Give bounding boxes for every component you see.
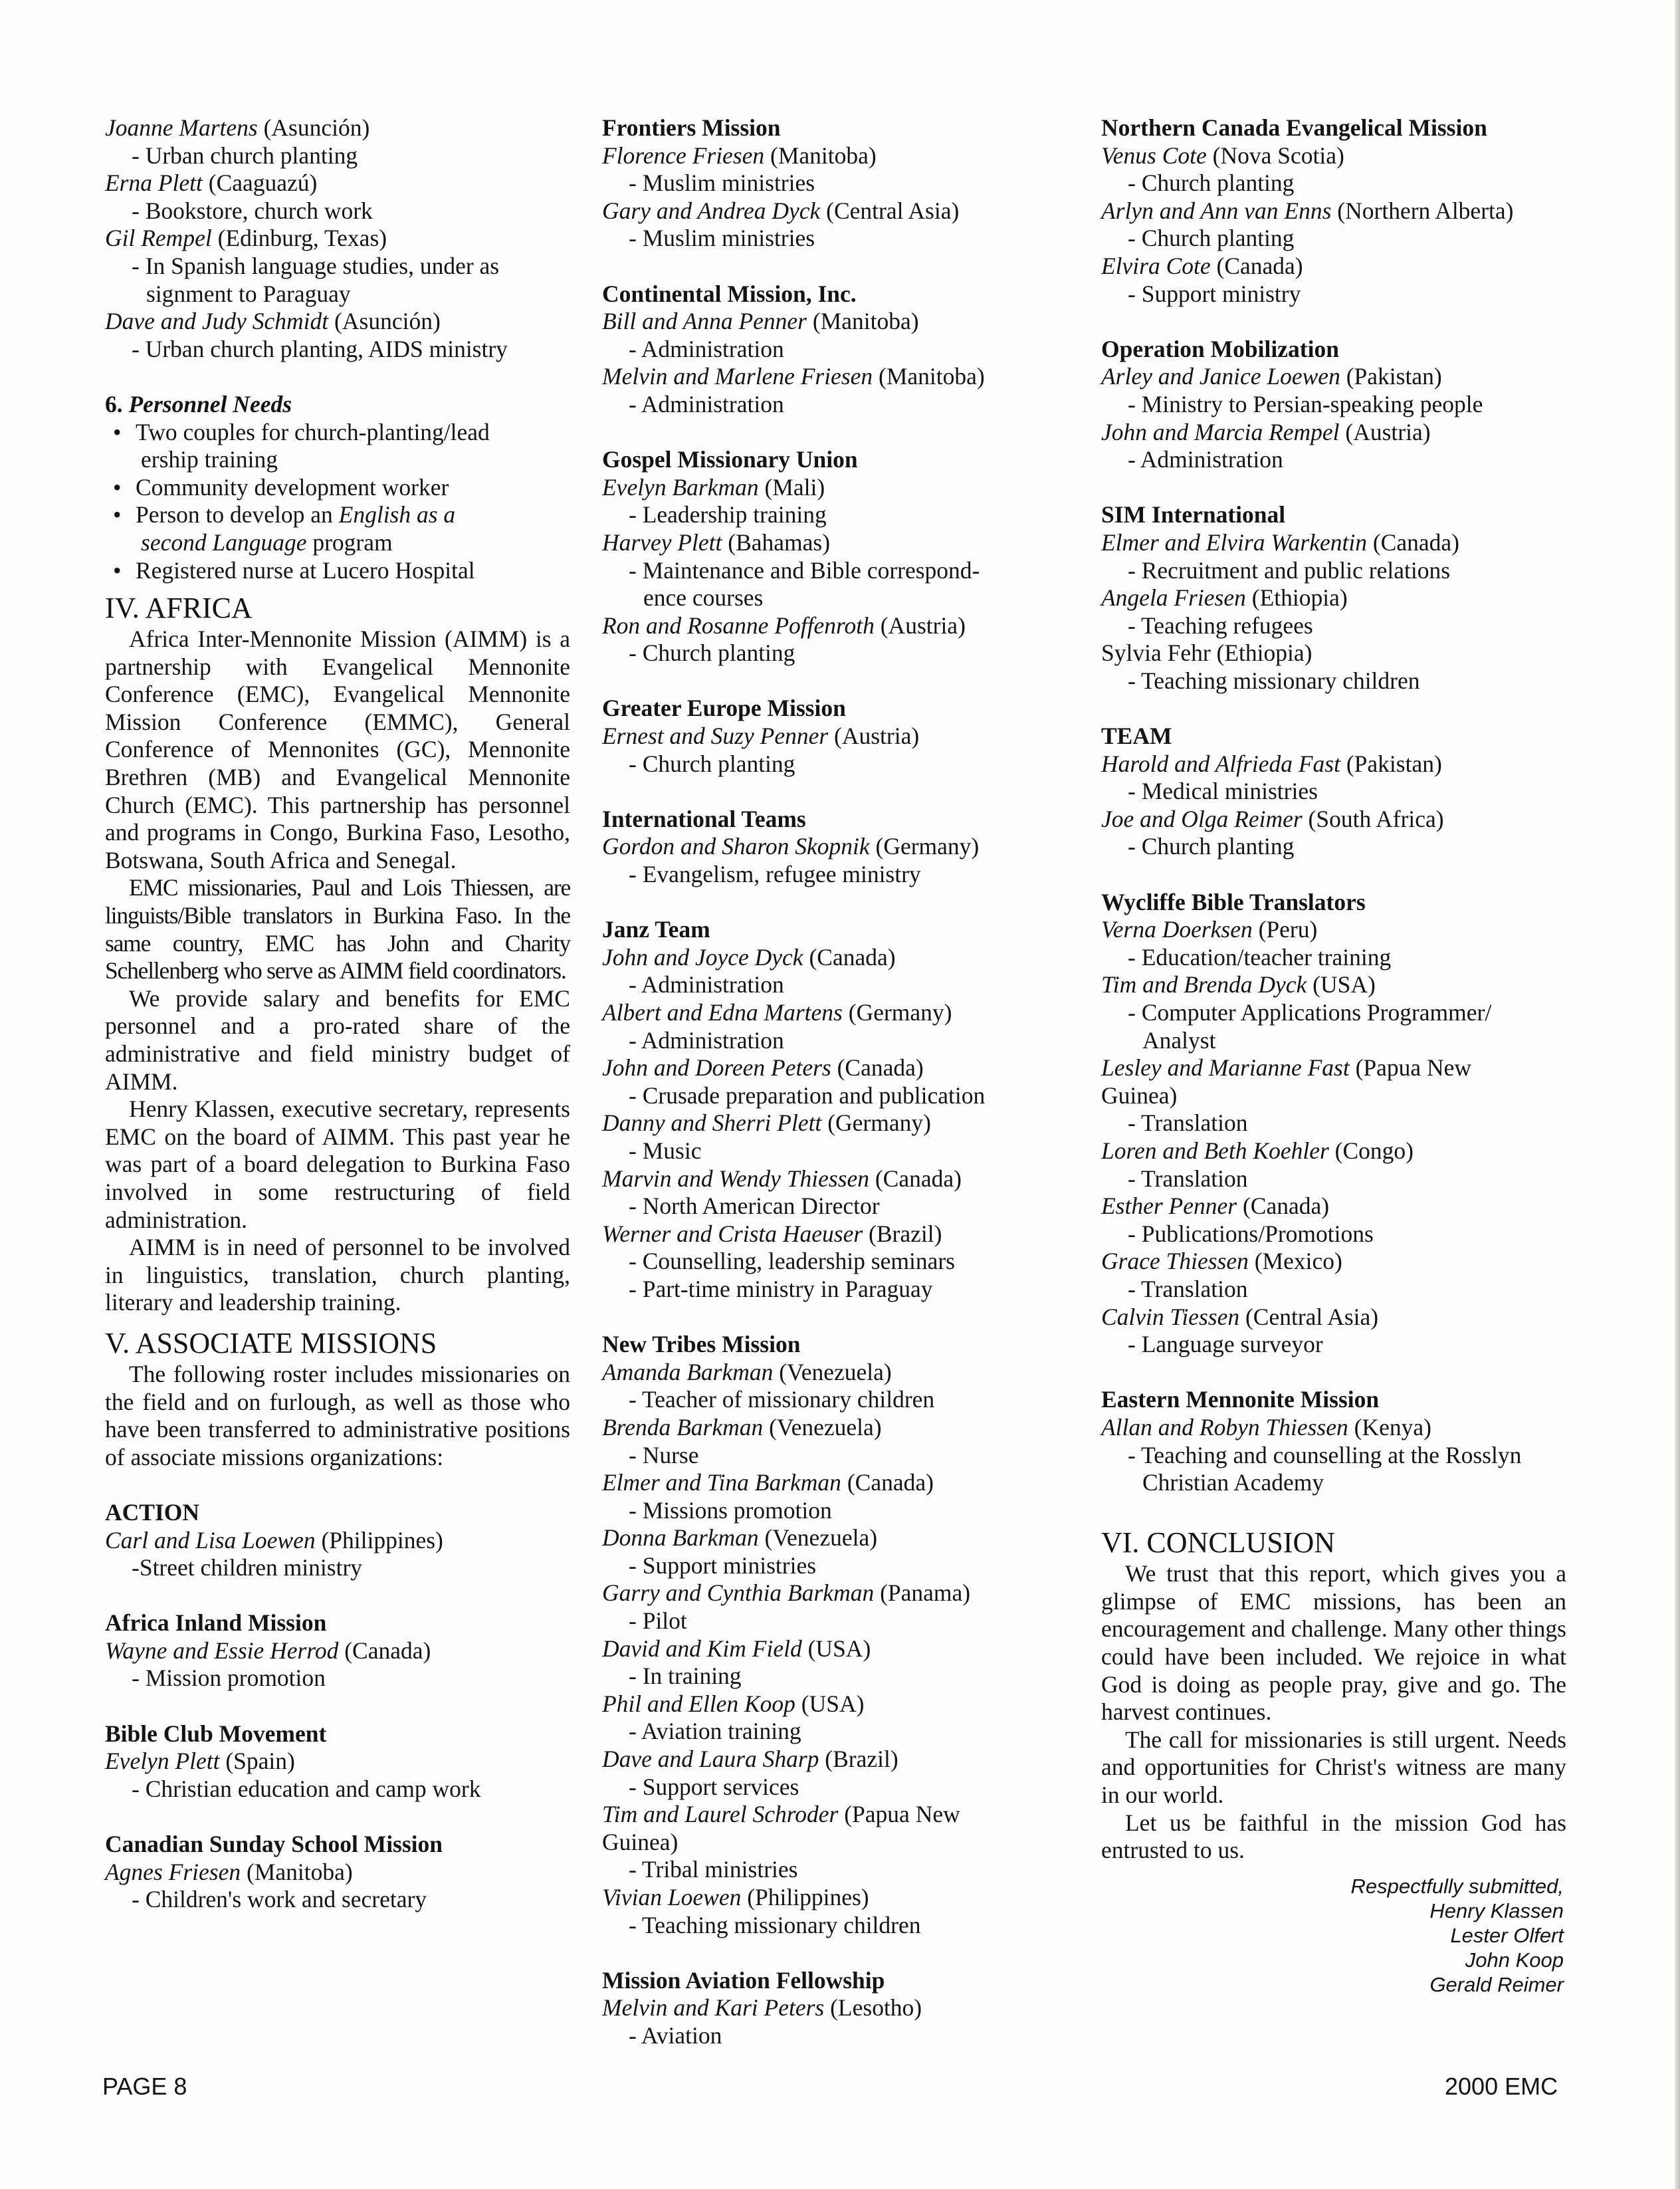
person-name: John and Doreen Peters [602, 1054, 831, 1082]
spacer [602, 778, 1067, 806]
role-line: - In Spanish language studies, under as [132, 252, 500, 279]
person-entry [602, 1359, 1067, 1387]
role-line: ence courses [643, 584, 764, 612]
person-name: Marvin and Wendy Thiessen [602, 1165, 869, 1192]
person-place: (Papua New [1349, 1054, 1472, 1082]
person-name: Tim and Laurel Schroder [602, 1801, 839, 1828]
africa-paragraph: EMC missionaries, Paul and Lois Thiessen, are linguists/Bible translators in Burkina Faso. In the same country, EMC has John and Charity Schellenberg who serve as AIMM field coordinators. [105, 874, 570, 984]
person-entry: Dave and Judy Schmidt (Asunción) [105, 308, 441, 335]
role-line: - Support ministries [629, 1552, 817, 1579]
personnel-needs-heading: 6. Personnel Needs [105, 390, 292, 417]
org-name: New Tribes Mission [602, 1331, 801, 1358]
role-line: - Crusade preparation and publication [629, 1082, 986, 1109]
person-place: (USA) [795, 1690, 865, 1717]
role-line: signment to Paraguay [146, 280, 351, 307]
person-name: Garry and Cynthia Barkman [602, 1579, 875, 1607]
role-line: - Recruitment and public relations [1128, 556, 1451, 584]
column-3 [1101, 114, 1566, 1997]
person-name: Joe and Olga Reimer [1101, 805, 1303, 832]
person-place: (Brazil) [863, 1220, 942, 1247]
role-line: - Administration [629, 971, 784, 998]
role-line: - Urban church planting [132, 142, 358, 169]
bullet-item: • Person to develop an English as a [105, 501, 570, 529]
person-place: (USA) [801, 1635, 871, 1662]
person-place: (Kenya) [1348, 1413, 1431, 1440]
person-entry [602, 1579, 1067, 1607]
org-name: Canadian Sunday School Mission [105, 1831, 443, 1858]
role-line: - Medical ministries [1128, 778, 1318, 805]
conclusion-paragraph: The call for missionaries is still urgent. Needs and opportunities for Christ's witness are many in our world. [1101, 1726, 1566, 1809]
role-line: - Translation [1128, 1109, 1248, 1137]
person-place: (Austria) [1339, 418, 1431, 445]
person-name: Vivian Loewen [602, 1884, 742, 1910]
person-name: Gordon and Sharon Skopnik [602, 833, 870, 860]
person-name: Evelyn Barkman [602, 473, 759, 501]
bullet-item-cont: ership training [141, 446, 278, 473]
person-place: (Canada) [1237, 1193, 1330, 1220]
person-entry [602, 1524, 1067, 1552]
person-entry: Agnes Friesen (Manitoba) [105, 1858, 353, 1885]
person-name: Elmer and Tina Barkman [602, 1469, 841, 1496]
person-name: Ron and Rosanne Poffenroth [602, 612, 875, 639]
role-line: - Teacher of missionary children [629, 1386, 935, 1413]
org-name: Mission Aviation Fellowship [602, 1966, 885, 1994]
person-entry [602, 1801, 1067, 1829]
role-line: Christian Academy [1142, 1469, 1324, 1496]
person-name: Dave and Laura Sharp [602, 1746, 819, 1773]
role-line: - Support ministry [1128, 280, 1301, 307]
person-name: Arlyn and Ann van Enns [1101, 197, 1332, 224]
role-line: - Leadership training [629, 501, 827, 528]
role-line: - Church planting [629, 639, 795, 667]
person-place: (Germany) [821, 1109, 931, 1137]
org-block [1101, 336, 1566, 474]
africa-paragraph: AIMM is in need of personnel to be involved in linguistics, translation, church planting, literary and leadership training. [105, 1234, 570, 1316]
associate-missions-heading: V. ASSOCIATE MISSIONS [105, 1326, 437, 1359]
spacer [602, 667, 1067, 695]
person-entry [602, 1220, 1067, 1248]
person-entry [602, 833, 1067, 861]
person-place: (Canada) [841, 1469, 934, 1496]
person-name: Harvey Plett [602, 528, 722, 556]
spacer [1101, 474, 1566, 502]
africa-paragraph: Africa Inter-Mennonite Mission (AIMM) is a partnership with Evangelical Mennonite Conference (EMC), Evangelical Mennonite Mission Conference (EMMC), General Conference of Mennonites (GC), Mennonite Brethren (MB) and Evangelical Mennonite Church (EMC). This partnership has personnel and programs in Congo, Burkina Faso, Lesotho, Botswana, South Africa and Senegal. [105, 626, 570, 873]
person-entry [602, 1054, 1067, 1082]
org-name: SIM International [1101, 501, 1286, 528]
person-name: Brenda Barkman [602, 1413, 764, 1440]
org-block [1101, 723, 1566, 861]
org-name: Frontiers Mission [602, 114, 781, 141]
org-block [105, 1499, 570, 1582]
person-place: (Brazil) [819, 1746, 898, 1773]
person-place: (Venezuela) [758, 1524, 878, 1552]
person-name: Melvin and Marlene Friesen [602, 363, 873, 390]
person-entry [602, 308, 1067, 336]
person-place: (Ethiopia) [1245, 584, 1348, 612]
person-entry: Gil Rempel (Edinburg, Texas) [105, 225, 387, 252]
role-line: - Teaching missionary children [629, 1911, 921, 1938]
person-entry: Erna Plett (Caaguazú) [105, 170, 318, 197]
org-block [602, 446, 1067, 667]
person-place: (Congo) [1328, 1137, 1414, 1164]
role-line: - Maintenance and Bible correspond- [629, 556, 980, 584]
org-name: Gospel Missionary Union [602, 446, 858, 473]
person-name: Arley and Janice Loewen [1101, 363, 1340, 390]
org-block [602, 916, 1067, 1303]
bullet-item: • Community development worker [105, 474, 570, 502]
conclusion-heading: VI. CONCLUSION [1101, 1526, 1335, 1559]
role-line: - Evangelism, refugee ministry [629, 861, 921, 888]
person-name: Lesley and Marianne Fast [1101, 1054, 1350, 1082]
person-entry [602, 1414, 1067, 1442]
org-block [105, 1720, 570, 1803]
role-line: - Children's work and secretary [132, 1886, 427, 1913]
person-entry [1101, 1248, 1566, 1276]
org-block [602, 1967, 1067, 2050]
africa-paragraph: Henry Klassen, executive secretary, represents EMC on the board of AIMM. This past year he was part of a board delegation to Burkina Faso involved in some restructuring of field administration. [105, 1095, 570, 1233]
role-line: - Publications/Promotions [1128, 1220, 1374, 1247]
person-place: (Panama) [874, 1579, 971, 1607]
person-place: (Central Asia) [820, 197, 960, 224]
role-line: - Teaching missionary children [1128, 667, 1420, 694]
person-name: Sylvia Fehr (Ethiopia) [1101, 639, 1312, 667]
person-place: (Philippines) [741, 1884, 869, 1910]
person-place: (Nova Scotia) [1206, 142, 1344, 169]
role-line: - Ministry to Persian-speaking people [1128, 390, 1483, 417]
person-entry [602, 363, 1067, 391]
person-entry [1101, 529, 1566, 557]
person-name: John and Joyce Dyck [602, 943, 803, 971]
spacer [602, 419, 1067, 447]
column-1 [105, 114, 570, 1914]
person-name: Amanda Barkman [602, 1358, 774, 1385]
person-place: (USA) [1307, 971, 1376, 998]
org-block [602, 806, 1067, 889]
person-place: (Manitoba) [806, 308, 919, 335]
person-place: (Canada) [1210, 252, 1303, 279]
org-block [602, 1331, 1067, 1939]
org-name: Continental Mission, Inc. [602, 280, 857, 307]
person-place: (Canada) [803, 943, 896, 971]
org-block [602, 114, 1067, 253]
org-name: Operation Mobilization [1101, 335, 1339, 362]
org-name: TEAM [1101, 723, 1172, 750]
person-entry [602, 1994, 1067, 2022]
person-place: (Austria) [874, 612, 966, 639]
person-entry [602, 1690, 1067, 1718]
spacer [602, 889, 1067, 917]
person-entry [602, 723, 1067, 750]
role-line: - Counselling, leadership seminars [629, 1248, 955, 1275]
org-block [1101, 114, 1566, 308]
org-block [602, 695, 1067, 778]
person-entry [1101, 419, 1566, 447]
person-entry [1101, 806, 1566, 834]
person-name: Venus Cote [1101, 142, 1207, 169]
spacer [1101, 861, 1566, 889]
role-line: - Church planting [1128, 170, 1295, 197]
signer: Henry Klassen [1429, 1899, 1564, 1922]
person-place: (Germany) [869, 833, 980, 860]
person-entry [1101, 750, 1566, 778]
person-place: (Peru) [1252, 916, 1318, 943]
person-entry: Joanne Martens (Asunción) [105, 114, 370, 141]
person-entry [1101, 639, 1566, 667]
person-name: Grace Thiessen [1101, 1248, 1249, 1275]
spacer [602, 1304, 1067, 1331]
column-2 [602, 114, 1067, 2050]
org-name: Northern Canada Evangelical Mission [1101, 114, 1487, 141]
person-entry [1101, 142, 1566, 170]
person-entry [1101, 584, 1566, 612]
person-name: John and Marcia Rempel [1101, 418, 1340, 445]
role-line: - Aviation [629, 2021, 722, 2049]
org-block [1101, 889, 1566, 1359]
person-name: Phil and Ellen Koop [602, 1690, 795, 1717]
person-name: Florence Friesen [602, 142, 765, 169]
footer-year: 2000 EMC [1445, 2073, 1558, 2100]
person-entry [602, 529, 1067, 557]
org-name: Janz Team [602, 916, 710, 943]
person-entry [602, 944, 1067, 972]
org-block [105, 1609, 570, 1692]
spacer [1101, 308, 1566, 336]
person-entry: Carl and Lisa Loewen (Philippines) [105, 1526, 443, 1554]
person-name: Loren and Beth Koehler [1101, 1137, 1329, 1164]
role-line: - Computer Applications Programmer/ [1128, 999, 1492, 1026]
role-line: - Church planting [629, 750, 795, 777]
person-name: Elmer and Elvira Warkentin [1101, 528, 1367, 556]
person-name: David and Kim Field [602, 1635, 802, 1662]
person-entry [1101, 971, 1566, 999]
role-line: - Church planting [1128, 833, 1295, 860]
conclusion-paragraph: We trust that this report, which gives you a glimpse of EMC missions, has been an encouragement and challenge. Many other things could have been included. We rejoice in what God is doing as people pray, give and go. The harvest continues. [1101, 1560, 1566, 1726]
person-place: (Manitoba) [764, 142, 877, 169]
person-place: (Lesotho) [824, 1994, 922, 2021]
person-place: (South Africa) [1302, 805, 1444, 832]
person-entry [602, 999, 1067, 1027]
role-line: - Teaching and counselling at the Rosslyn [1128, 1441, 1522, 1468]
person-entry: Evelyn Plett (Spain) [105, 1748, 295, 1775]
person-place: (Bahamas) [722, 528, 831, 556]
person-entry-cont: Guinea) [1101, 1082, 1178, 1109]
signer: Lester Olfert [1450, 1923, 1564, 1947]
person-entry [602, 612, 1067, 640]
person-entry [602, 1884, 1067, 1912]
person-entry [1101, 1193, 1566, 1220]
paraguay-list [105, 114, 570, 363]
person-name: Gary and Andrea Dyck [602, 197, 821, 224]
person-entry [602, 142, 1067, 170]
role-line: - Church planting [1128, 225, 1295, 252]
bullet-item-cont: second Language program [141, 528, 393, 556]
person-entry [602, 1469, 1067, 1497]
person-place: (Canada) [831, 1054, 924, 1082]
person-place: (Germany) [842, 999, 952, 1026]
person-entry [602, 474, 1067, 502]
person-entry [602, 1165, 1067, 1193]
column-3-orgs [1101, 114, 1566, 1497]
page-edge-shadow [1675, 0, 1680, 2189]
role-line: - Pilot [629, 1607, 687, 1635]
org-name: Eastern Mennonite Mission [1101, 1386, 1380, 1413]
person-entry [1101, 1414, 1566, 1442]
role-line: - Education/teacher training [1128, 943, 1392, 971]
person-entry-cont: Guinea) [602, 1828, 679, 1855]
person-place: (Canada) [1366, 528, 1459, 556]
role-line: - North American Director [629, 1193, 880, 1220]
person-entry [602, 1635, 1067, 1663]
role-line: - Urban church planting, AIDS ministry [132, 335, 508, 362]
person-name: Verna Doerksen [1101, 916, 1253, 943]
org-block [105, 1831, 570, 1914]
person-entry [602, 1109, 1067, 1137]
bullet-item: • Registered nurse at Lucero Hospital [105, 557, 570, 585]
person-place: (Pakistan) [1340, 750, 1442, 777]
conclusion-paragraph: Let us be faithful in the mission God has entrusted to us. [1101, 1809, 1566, 1864]
role-line: - Administration [1128, 446, 1283, 473]
signer: Gerald Reimer [1429, 1972, 1564, 1996]
person-name: Calvin Tiessen [1101, 1303, 1240, 1330]
person-place: (Austria) [828, 723, 920, 750]
org-name: Greater Europe Mission [602, 695, 846, 722]
person-name: Allan and Robyn Thiessen [1101, 1413, 1348, 1440]
role-line: - Translation [1128, 1275, 1248, 1302]
person-entry: Wayne and Essie Herrod (Canada) [105, 1637, 431, 1664]
role-line: - Nurse [629, 1441, 699, 1468]
org-name: International Teams [602, 805, 806, 832]
person-place: (Mexico) [1248, 1248, 1342, 1275]
person-name: Harold and Alfrieda Fast [1101, 750, 1340, 777]
person-entry [1101, 363, 1566, 391]
person-entry [1101, 1137, 1566, 1165]
org-name: Bible Club Movement [105, 1720, 327, 1747]
person-entry [1101, 916, 1566, 944]
page-number: PAGE 8 [102, 2073, 187, 2100]
person-place: (Canada) [869, 1165, 962, 1192]
role-line: - Translation [1128, 1165, 1248, 1192]
person-name: Donna Barkman [602, 1524, 759, 1552]
person-name: Melvin and Kari Peters [602, 1994, 825, 2021]
role-line: - Teaching refugees [1128, 612, 1313, 639]
person-place: (Northern Alberta) [1331, 197, 1514, 224]
role-line: - In training [629, 1663, 742, 1690]
signoff: Respectfully submitted, [1350, 1874, 1564, 1898]
person-name: Tim and Brenda Dyck [1101, 971, 1307, 998]
org-block [1101, 1386, 1566, 1496]
person-place: (Central Asia) [1239, 1303, 1379, 1330]
person-entry [602, 197, 1067, 225]
person-entry [1101, 1054, 1566, 1082]
associate-intro: The following roster includes missionaries on the field and on furlough, as well as those who have been transferred to administrative positions of associate missions organizations: [105, 1360, 570, 1470]
person-place: (Venezuela) [773, 1358, 892, 1385]
role-line: - Administration [629, 1026, 784, 1054]
person-place: (Mali) [758, 473, 825, 501]
role-line: - Administration [629, 335, 784, 362]
person-place: (Papua New [838, 1801, 960, 1828]
bullet-item: • Two couples for church-planting/lead [105, 419, 570, 447]
africa-paragraph: We provide salary and benefits for EMC personnel and a pro-rated share of the administrative and field ministry budget of AIMM. [105, 984, 570, 1095]
role-line: - Administration [629, 390, 784, 417]
spacer [1101, 695, 1566, 723]
person-name: Angela Friesen [1101, 584, 1246, 612]
role-line: - Tribal ministries [629, 1856, 798, 1883]
role-line: - Muslim ministries [629, 225, 815, 252]
org-name: ACTION [105, 1498, 200, 1526]
person-place: (Pakistan) [1340, 363, 1442, 390]
person-name: Elvira Cote [1101, 252, 1211, 279]
africa-heading: IV. AFRICA [105, 592, 253, 625]
spacer [1101, 1359, 1566, 1387]
role-line: - Part-time ministry in Paraguay [629, 1275, 933, 1302]
person-entry [1101, 197, 1566, 225]
person-name: Bill and Anna Penner [602, 308, 807, 335]
role-line: - Muslim ministries [629, 170, 815, 197]
person-entry [1101, 1304, 1566, 1331]
org-name: Africa Inland Mission [105, 1609, 327, 1637]
person-name: Ernest and Suzy Penner [602, 723, 829, 750]
org-name: Wycliffe Bible Translators [1101, 888, 1366, 915]
person-name: Werner and Crista Haeuser [602, 1220, 863, 1247]
person-name: Danny and Sherri Plett [602, 1109, 822, 1137]
org-block [1101, 501, 1566, 695]
person-name: Esther Penner [1101, 1193, 1237, 1220]
role-line: - Music [629, 1137, 702, 1164]
person-place: (Manitoba) [873, 363, 985, 390]
role-line: - Aviation training [629, 1718, 801, 1745]
role-line: Analyst [1142, 1026, 1216, 1054]
role-line: - Missions promotion [629, 1496, 832, 1524]
spacer [602, 1939, 1067, 1967]
role-line: - Mission promotion [132, 1665, 326, 1692]
person-entry [602, 1746, 1067, 1774]
role-line: - Bookstore, church work [132, 197, 373, 224]
person-place: (Venezuela) [763, 1413, 882, 1440]
role-line: -Street children ministry [132, 1554, 363, 1581]
role-line: - Christian education and camp work [132, 1775, 481, 1802]
spacer [602, 253, 1067, 281]
role-line: - Language surveyor [1128, 1331, 1323, 1358]
role-line: - Support services [629, 1773, 799, 1800]
org-block [602, 281, 1067, 419]
personnel-needs [105, 391, 570, 584]
person-name: Albert and Edna Martens [602, 999, 843, 1026]
signer: John Koop [1465, 1948, 1564, 1972]
person-entry [1101, 253, 1566, 281]
